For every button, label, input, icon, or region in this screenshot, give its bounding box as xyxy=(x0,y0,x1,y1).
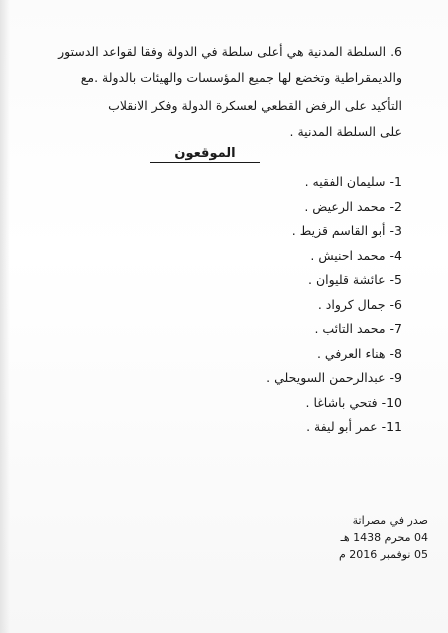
signatory-name: أبو القاسم قزيط . xyxy=(291,223,386,238)
hijri-date: 04 محرم 1438 هـ xyxy=(340,531,428,544)
signatory-item xyxy=(142,293,402,318)
statement-line-4: على السلطة المدنية . xyxy=(289,124,402,139)
signatory-name: محمد الرعيض . xyxy=(304,198,386,214)
signatory-name: هناء العرفي . xyxy=(316,345,386,361)
signatories-heading: الموقعون xyxy=(150,146,260,163)
signatory-item xyxy=(142,244,402,269)
signatory-number: 9- xyxy=(389,370,402,385)
statement-line-2: والديمقراطية وتخضع لها جميع المؤسسات والهيئات بالدولة .مع xyxy=(80,70,402,85)
signatories-list xyxy=(142,170,402,440)
signatory-item xyxy=(142,415,402,440)
signatory-number: 2- xyxy=(389,198,402,214)
signatory-item xyxy=(142,219,402,244)
statement-line-1: 6. السلطة المدنية هي أعلى سلطة في الدولة وفقا لقواعد الدستور xyxy=(58,44,402,59)
signatory-name: جمال كرواد . xyxy=(317,296,386,312)
signatory-item xyxy=(142,391,402,416)
signatory-name: عمر أبو ليفة . xyxy=(306,419,378,434)
signatory-name: فتحي باشاغا . xyxy=(305,394,378,410)
signatory-number: 7- xyxy=(389,321,402,336)
signatory-item xyxy=(142,268,402,293)
signatory-name: محمد احنيش . xyxy=(310,247,386,263)
signatory-name: محمد التائب . xyxy=(314,321,386,336)
gregorian-date: 05 نوفمبر 2016 م xyxy=(338,548,428,561)
signatory-name: سليمان الفقيه . xyxy=(304,174,386,189)
signatory-name: عبدالرحمن السويحلي . xyxy=(266,370,386,385)
signatory-item xyxy=(142,317,402,342)
signatory-number: 6- xyxy=(389,296,402,312)
signatory-number: 11- xyxy=(381,419,402,434)
signatory-number: 5- xyxy=(389,272,402,287)
signatory-name: عائشة قليوان . xyxy=(308,272,386,287)
signatory-item xyxy=(142,342,402,367)
signatory-number: 10- xyxy=(381,394,402,410)
signatory-item xyxy=(142,195,402,220)
statement-line-3: التأكيد على الرفض القطعي لعسكرة الدولة وفكر الانقلاب xyxy=(108,98,402,113)
issue-footer xyxy=(318,512,428,563)
signatory-item xyxy=(142,366,402,391)
issued-place: صدر في مصراتة xyxy=(352,514,428,527)
signatory-number: 3- xyxy=(389,223,402,238)
signatory-item xyxy=(142,170,402,195)
scan-edge-shadow xyxy=(0,0,10,633)
signatory-number: 8- xyxy=(389,345,402,361)
signatory-number: 1- xyxy=(389,174,402,189)
signatory-number: 4- xyxy=(389,247,402,263)
